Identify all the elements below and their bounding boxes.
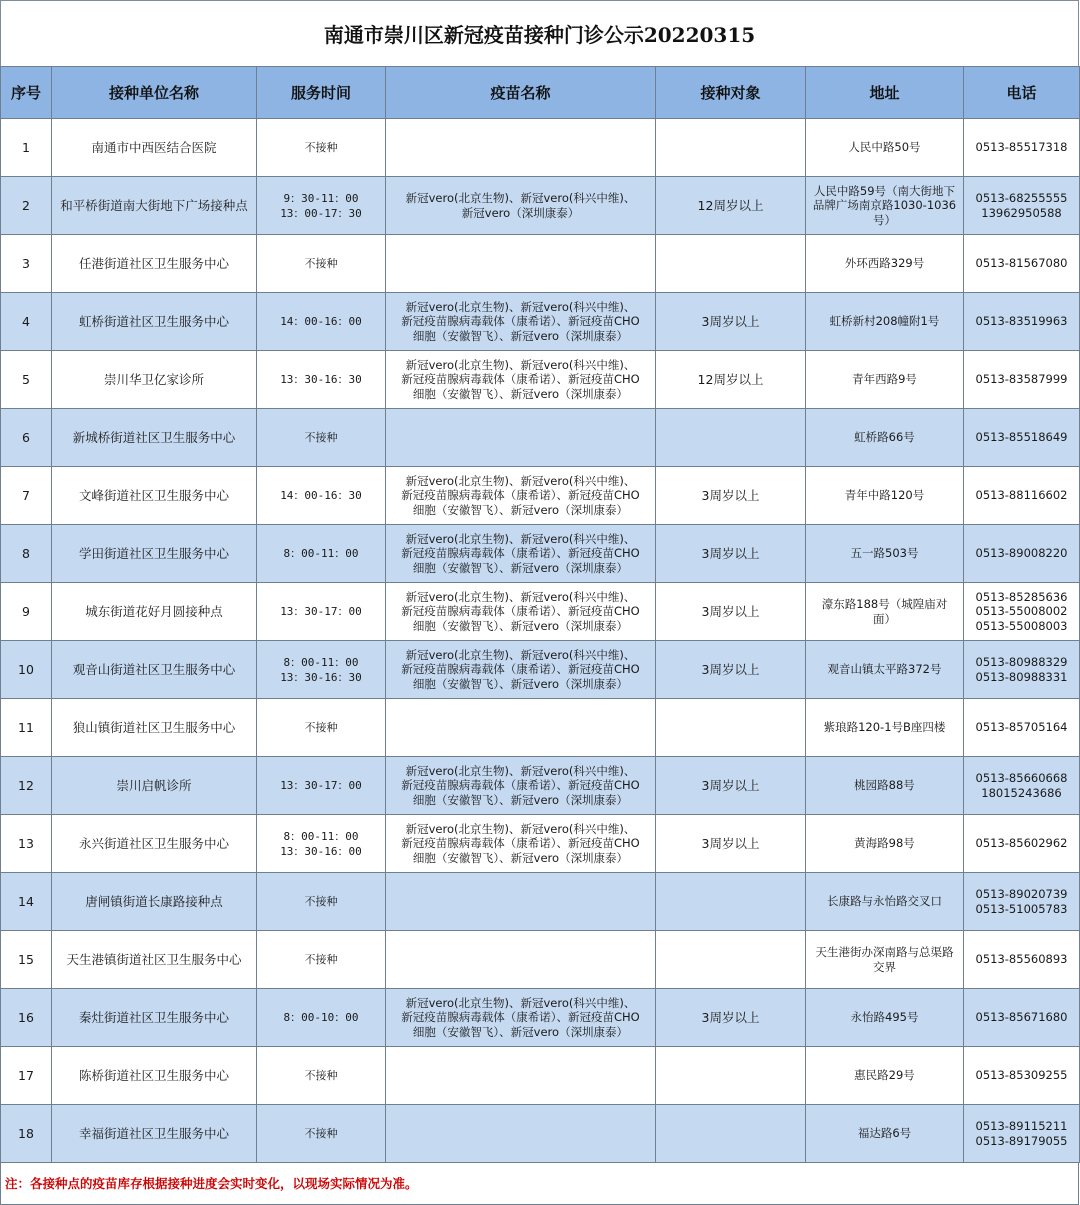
table-row	[1, 989, 1080, 1047]
table-row	[1, 583, 1080, 641]
cell-phone-line: 0513-85309255	[975, 1068, 1068, 1083]
cell-time	[257, 757, 386, 815]
cell-phone	[964, 641, 1080, 699]
cell-address	[806, 583, 964, 641]
cell-vaccine-line: 细胞（安徽智飞）、新冠vero（深圳康泰）	[412, 386, 629, 401]
cell-address	[806, 467, 964, 525]
table-row	[1, 409, 1080, 467]
cell-address-line: 永怡路495号	[850, 1010, 919, 1025]
cell-phone-line: 0513-89020739	[975, 887, 1068, 901]
cell-time-line: 不接种	[304, 1127, 338, 1140]
cell-address-line: 面）	[873, 611, 896, 626]
cell-no: 11	[1, 699, 52, 757]
cell-phone-line: 0513-83519963	[975, 314, 1068, 329]
cell-address	[806, 699, 964, 757]
cell-target: 3周岁以上	[656, 989, 806, 1047]
cell-time-line: 14：00-16：00	[280, 315, 362, 328]
cell-no: 4	[1, 293, 52, 351]
cell-phone	[964, 409, 1080, 467]
cell-address-line: 天生港街办深南路与总渠路	[815, 945, 954, 959]
cell-vaccine-line: 细胞（安徽智飞）、新冠vero（深圳康泰）	[412, 328, 629, 343]
cell-target: 3周岁以上	[656, 757, 806, 815]
table-row	[1, 815, 1080, 873]
cell-time-line: 不接种	[304, 953, 338, 966]
cell-phone	[964, 873, 1080, 931]
cell-address-line: 品牌广场南京路1030-1036	[812, 198, 957, 213]
table-row	[1, 177, 1080, 235]
cell-vaccine	[386, 989, 656, 1047]
cell-phone-line: 0513-80988329	[975, 655, 1068, 669]
cell-address-line: 观音山镇太平路372号	[827, 662, 942, 677]
cell-phone	[964, 119, 1080, 177]
cell-time-line: 8：00-11：00	[283, 655, 359, 669]
cell-vaccine-line: 细胞（安徽智飞）、新冠vero（深圳康泰）	[412, 618, 629, 633]
cell-vaccine-line: 细胞（安徽智飞）、新冠vero（深圳康泰）	[412, 676, 629, 691]
table-row	[1, 235, 1080, 293]
cell-address-line: 长康路与永怡路交叉口	[827, 894, 942, 909]
cell-vaccine-line: 新冠vero(北京生物)、新冠vero(科兴中维)、	[405, 531, 636, 546]
cell-no: 16	[1, 989, 52, 1047]
cell-vaccine-line: 新冠疫苗腺病毒载体（康希诺）、新冠疫苗CHO	[401, 372, 640, 387]
cell-phone	[964, 235, 1080, 293]
cell-phone-line: 0513-89008220	[975, 546, 1068, 561]
table-row	[1, 119, 1080, 177]
cell-address-line: 桃园路88号	[854, 778, 915, 793]
cell-phone	[964, 931, 1080, 989]
table-body	[1, 119, 1080, 1163]
page-title: 南通市崇川区新冠疫苗接种门诊公示20220315	[0, 0, 1079, 66]
cell-time-line: 13：30-16：30	[280, 373, 362, 386]
cell-phone-line: 18015243686	[981, 785, 1062, 800]
cell-phone-line: 0513-85285636	[975, 589, 1068, 604]
cell-target: 3周岁以上	[656, 583, 806, 641]
header-time: 服务时间	[257, 67, 386, 119]
cell-vaccine	[386, 293, 656, 351]
cell-address	[806, 235, 964, 293]
footnote: 注：各接种点的疫苗库存根据接种进度会实时变化，以现场实际情况为准。	[0, 1162, 1079, 1205]
cell-vaccine-line: 新冠vero(北京生物)、新冠vero(科兴中维)、	[405, 821, 636, 836]
cell-address	[806, 351, 964, 409]
cell-vaccine	[386, 931, 656, 989]
cell-target	[656, 873, 806, 931]
cell-address	[806, 293, 964, 351]
cell-target	[656, 931, 806, 989]
cell-phone-line: 0513-89115211	[975, 1119, 1068, 1133]
header-address: 地址	[806, 67, 964, 119]
header-unit: 接种单位名称	[52, 67, 257, 119]
cell-time	[257, 641, 386, 699]
cell-no: 5	[1, 351, 52, 409]
cell-phone	[964, 293, 1080, 351]
cell-vaccine-line: 新冠vero(北京生物)、新冠vero(科兴中维)、	[405, 191, 636, 205]
cell-target	[656, 1105, 806, 1163]
cell-no: 15	[1, 931, 52, 989]
cell-phone-line: 0513-68255555	[975, 191, 1068, 205]
cell-phone-line: 0513-85705164	[975, 720, 1068, 735]
cell-time-line: 13：30-16：30	[280, 670, 362, 684]
cell-time-line: 不接种	[304, 141, 338, 154]
cell-unit: 新城桥街道社区卫生服务中心	[52, 409, 257, 467]
cell-phone	[964, 1047, 1080, 1105]
cell-time	[257, 351, 386, 409]
header-target: 接种对象	[656, 67, 806, 119]
cell-time	[257, 873, 386, 931]
cell-vaccine	[386, 641, 656, 699]
cell-vaccine	[386, 177, 656, 235]
cell-phone-line: 0513-85660668	[975, 771, 1068, 785]
cell-phone-line: 0513-80988331	[975, 669, 1068, 684]
cell-time-line: 9：30-11：00	[283, 191, 359, 205]
cell-unit: 观音山街道社区卫生服务中心	[52, 641, 257, 699]
cell-vaccine	[386, 815, 656, 873]
cell-unit: 城东街道花好月圆接种点	[52, 583, 257, 641]
cell-time-line: 8：00-11：00	[283, 547, 359, 560]
cell-time	[257, 235, 386, 293]
cell-address-line: 号）	[873, 212, 896, 227]
cell-address-line: 青年西路9号	[852, 372, 917, 387]
cell-vaccine	[386, 1047, 656, 1105]
table-row	[1, 641, 1080, 699]
cell-vaccine	[386, 119, 656, 177]
cell-no: 18	[1, 1105, 52, 1163]
cell-time	[257, 699, 386, 757]
cell-unit: 南通市中西医结合医院	[52, 119, 257, 177]
cell-phone-line: 0513-85602962	[975, 836, 1068, 851]
cell-time-line: 13：00-17：30	[280, 206, 362, 220]
cell-address-line: 青年中路120号	[844, 488, 925, 503]
cell-vaccine-line: 新冠vero(北京生物)、新冠vero(科兴中维)、	[405, 357, 636, 372]
cell-time-line: 14：00-16：30	[280, 489, 362, 502]
cell-vaccine	[386, 873, 656, 931]
cell-time-line: 13：30-17：00	[280, 779, 362, 792]
cell-phone	[964, 757, 1080, 815]
cell-time	[257, 1047, 386, 1105]
cell-vaccine-line: 新冠疫苗腺病毒载体（康希诺）、新冠疫苗CHO	[401, 662, 640, 677]
cell-time-line: 不接种	[304, 895, 338, 908]
table-row	[1, 873, 1080, 931]
cell-address	[806, 989, 964, 1047]
cell-address-line: 交界	[873, 959, 896, 974]
cell-phone	[964, 177, 1080, 235]
cell-address-line: 外环西路329号	[844, 256, 925, 271]
cell-address-line: 惠民路29号	[854, 1068, 915, 1083]
cell-address-line: 濠东路188号（城隍庙对	[821, 597, 948, 611]
cell-no: 8	[1, 525, 52, 583]
cell-address-line: 人民中路50号	[848, 140, 921, 155]
cell-address	[806, 931, 964, 989]
cell-vaccine-line: 细胞（安徽智飞）、新冠vero（深圳康泰）	[412, 560, 629, 575]
cell-phone	[964, 815, 1080, 873]
cell-address-line: 紫琅路120-1号B座四楼	[823, 720, 946, 735]
cell-address	[806, 641, 964, 699]
cell-vaccine-line: 新冠vero(北京生物)、新冠vero(科兴中维)、	[405, 299, 636, 314]
cell-phone	[964, 525, 1080, 583]
cell-address-line: 福达路6号	[857, 1126, 912, 1141]
cell-vaccine-line: 新冠vero(北京生物)、新冠vero(科兴中维)、	[405, 995, 636, 1010]
cell-unit: 陈桥街道社区卫生服务中心	[52, 1047, 257, 1105]
cell-phone-line: 0513-85671680	[975, 1010, 1068, 1025]
cell-time	[257, 293, 386, 351]
cell-phone-line: 0513-55008003	[975, 618, 1068, 633]
cell-no: 7	[1, 467, 52, 525]
cell-no: 9	[1, 583, 52, 641]
cell-vaccine-line: 新冠vero(北京生物)、新冠vero(科兴中维)、	[405, 589, 636, 604]
cell-vaccine-line: 新冠vero（深圳康泰）	[461, 205, 580, 220]
cell-time-line: 13：30-16：00	[280, 844, 362, 858]
cell-unit: 狼山镇街道社区卫生服务中心	[52, 699, 257, 757]
cell-vaccine-line: 细胞（安徽智飞）、新冠vero（深圳康泰）	[412, 1024, 629, 1039]
cell-unit: 幸福街道社区卫生服务中心	[52, 1105, 257, 1163]
cell-vaccine	[386, 699, 656, 757]
cell-target	[656, 1047, 806, 1105]
cell-time	[257, 409, 386, 467]
cell-time	[257, 467, 386, 525]
cell-vaccine-line: 新冠疫苗腺病毒载体（康希诺）、新冠疫苗CHO	[401, 314, 640, 329]
cell-no: 14	[1, 873, 52, 931]
table-row	[1, 1047, 1080, 1105]
cell-unit: 学田街道社区卫生服务中心	[52, 525, 257, 583]
cell-unit: 天生港镇街道社区卫生服务中心	[52, 931, 257, 989]
cell-vaccine-line: 细胞（安徽智飞）、新冠vero（深圳康泰）	[412, 792, 629, 807]
cell-unit: 文峰街道社区卫生服务中心	[52, 467, 257, 525]
cell-no: 10	[1, 641, 52, 699]
cell-no: 12	[1, 757, 52, 815]
cell-time-line: 不接种	[304, 257, 338, 270]
cell-time-line: 不接种	[304, 431, 338, 444]
cell-phone-line: 0513-89179055	[975, 1133, 1068, 1148]
cell-unit: 秦灶街道社区卫生服务中心	[52, 989, 257, 1047]
cell-phone-line: 0513-83587999	[975, 372, 1068, 387]
cell-phone	[964, 989, 1080, 1047]
cell-phone-line: 0513-85518649	[975, 430, 1068, 445]
cell-unit: 唐闸镇街道长康路接种点	[52, 873, 257, 931]
table-row	[1, 351, 1080, 409]
cell-vaccine-line: 新冠vero(北京生物)、新冠vero(科兴中维)、	[405, 473, 636, 488]
cell-target	[656, 235, 806, 293]
cell-vaccine-line: 新冠vero(北京生物)、新冠vero(科兴中维)、	[405, 647, 636, 662]
cell-vaccine-line: 新冠疫苗腺病毒载体（康希诺）、新冠疫苗CHO	[401, 488, 640, 503]
cell-time-line: 不接种	[304, 721, 338, 734]
header-vaccine: 疫苗名称	[386, 67, 656, 119]
cell-phone	[964, 583, 1080, 641]
cell-vaccine-line: 新冠疫苗腺病毒载体（康希诺）、新冠疫苗CHO	[401, 778, 640, 793]
cell-address-line: 人民中路59号（南大街地下	[813, 183, 956, 198]
cell-address	[806, 177, 964, 235]
table-header-row	[1, 67, 1080, 119]
table-row	[1, 757, 1080, 815]
cell-vaccine	[386, 351, 656, 409]
clinic-table	[0, 66, 1080, 1163]
cell-target: 3周岁以上	[656, 467, 806, 525]
cell-time	[257, 119, 386, 177]
cell-phone-line: 0513-88116602	[975, 488, 1068, 503]
cell-phone-line: 13962950588	[981, 205, 1062, 220]
cell-phone-line: 0513-55008002	[975, 604, 1068, 619]
cell-address-line: 五一路503号	[850, 546, 919, 561]
cell-address-line: 黄海路98号	[854, 836, 915, 851]
cell-phone-line: 0513-51005783	[975, 901, 1068, 916]
cell-no: 2	[1, 177, 52, 235]
cell-vaccine-line: 细胞（安徽智飞）、新冠vero（深圳康泰）	[412, 502, 629, 517]
cell-target: 3周岁以上	[656, 641, 806, 699]
cell-phone	[964, 1105, 1080, 1163]
cell-vaccine	[386, 525, 656, 583]
cell-phone	[964, 351, 1080, 409]
cell-phone	[964, 699, 1080, 757]
cell-vaccine-line: 细胞（安徽智飞）、新冠vero（深圳康泰）	[412, 850, 629, 865]
cell-address	[806, 873, 964, 931]
cell-target	[656, 409, 806, 467]
cell-target: 3周岁以上	[656, 525, 806, 583]
table-row	[1, 699, 1080, 757]
cell-address	[806, 757, 964, 815]
header-no: 序号	[1, 67, 52, 119]
cell-time-line: 8：00-11：00	[283, 829, 359, 843]
cell-unit: 和平桥街道南大街地下广场接种点	[52, 177, 257, 235]
cell-time	[257, 1105, 386, 1163]
cell-unit: 任港街道社区卫生服务中心	[52, 235, 257, 293]
header-phone: 电话	[964, 67, 1080, 119]
cell-no: 13	[1, 815, 52, 873]
cell-address-line: 虹桥路66号	[854, 430, 915, 445]
cell-target	[656, 699, 806, 757]
cell-time-line: 13：30-17：00	[280, 605, 362, 618]
table-row	[1, 293, 1080, 351]
cell-vaccine-line: 新冠疫苗腺病毒载体（康希诺）、新冠疫苗CHO	[401, 546, 640, 561]
table-row	[1, 525, 1080, 583]
cell-time	[257, 583, 386, 641]
cell-phone-line: 0513-85560893	[975, 952, 1068, 967]
cell-unit: 崇川华卫亿家诊所	[52, 351, 257, 409]
cell-time-line: 8：00-10：00	[283, 1011, 359, 1024]
table-row	[1, 931, 1080, 989]
cell-vaccine	[386, 757, 656, 815]
cell-target: 3周岁以上	[656, 293, 806, 351]
table-row	[1, 1105, 1080, 1163]
cell-vaccine	[386, 467, 656, 525]
cell-address	[806, 815, 964, 873]
cell-vaccine-line: 新冠疫苗腺病毒载体（康希诺）、新冠疫苗CHO	[401, 604, 640, 619]
cell-vaccine-line: 新冠疫苗腺病毒载体（康希诺）、新冠疫苗CHO	[401, 1010, 640, 1025]
cell-address	[806, 119, 964, 177]
cell-address	[806, 409, 964, 467]
cell-vaccine	[386, 583, 656, 641]
cell-time	[257, 815, 386, 873]
cell-no: 3	[1, 235, 52, 293]
cell-phone-line: 0513-85517318	[975, 140, 1068, 155]
cell-time-line: 不接种	[304, 1069, 338, 1082]
cell-vaccine-line: 新冠疫苗腺病毒载体（康希诺）、新冠疫苗CHO	[401, 836, 640, 851]
cell-unit: 虹桥街道社区卫生服务中心	[52, 293, 257, 351]
cell-time	[257, 177, 386, 235]
cell-phone-line: 0513-81567080	[975, 256, 1068, 271]
table-row	[1, 467, 1080, 525]
cell-phone	[964, 467, 1080, 525]
cell-vaccine	[386, 409, 656, 467]
cell-address-line: 虹桥新村208幢附1号	[829, 314, 940, 329]
cell-vaccine	[386, 1105, 656, 1163]
cell-time	[257, 989, 386, 1047]
cell-vaccine	[386, 235, 656, 293]
cell-address	[806, 1105, 964, 1163]
cell-unit: 永兴街道社区卫生服务中心	[52, 815, 257, 873]
cell-time	[257, 931, 386, 989]
cell-target: 12周岁以上	[656, 177, 806, 235]
cell-no: 6	[1, 409, 52, 467]
cell-target: 12周岁以上	[656, 351, 806, 409]
cell-no: 1	[1, 119, 52, 177]
cell-address	[806, 1047, 964, 1105]
cell-target: 3周岁以上	[656, 815, 806, 873]
cell-no: 17	[1, 1047, 52, 1105]
cell-unit: 崇川启帆诊所	[52, 757, 257, 815]
cell-vaccine-line: 新冠vero(北京生物)、新冠vero(科兴中维)、	[405, 763, 636, 778]
cell-address	[806, 525, 964, 583]
cell-time	[257, 525, 386, 583]
cell-target	[656, 119, 806, 177]
